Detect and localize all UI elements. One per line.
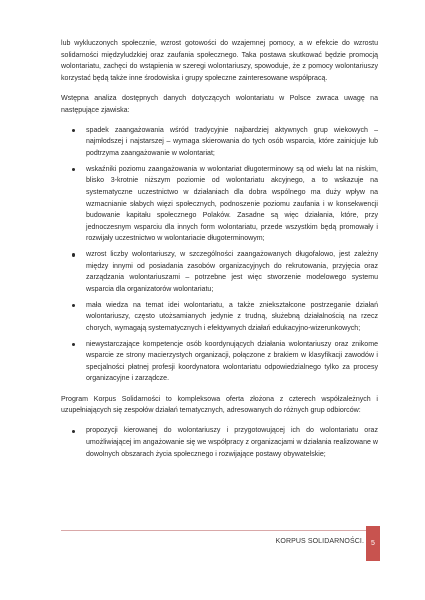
- page-number: 5: [371, 540, 375, 547]
- bullet-icon: [72, 129, 75, 132]
- list-item: [61, 339, 378, 385]
- bullet-icon: [72, 168, 75, 171]
- bullet-icon: [72, 304, 75, 307]
- paragraph-program-description: Program Korpus Solidarności to kompleksowa oferta złożona z czterech współzależnych i uzupełniających się zespołów działań tematycznych, adresowanych do różnych grup odbiorców:: [61, 395, 378, 415]
- list-item-text: propozycji kierowanej do wolontariuszy i przygotowującej ich do wolontariatu oraz umożliwiającej im angażowanie się we współpracy z organizacjami w działania realizowane w dowolnych obszarach życia społecznego i rozwijające postawy obywatelskie;: [86, 427, 378, 458]
- paragraph-analysis-intro: Wstępna analiza dostępnych danych dotyczących wolontariatu w Polsce zwraca uwagę na następujące zjawiska:: [61, 94, 378, 114]
- list-item: [61, 425, 378, 460]
- list-item-text: wzrost liczby wolontariuszy, w szczególności zaangażowanych długofalowo, jest zależny między innymi od posiadania zasobów organizacyjnych do rekrutowania, przyjęcia oraz zarządzania wolontariuszami – potrzebne jest więc stworzenie modelowego systemu wsparcia dla organizatorów wolontariatu;: [86, 251, 378, 293]
- footer-title: KORPUS SOLIDARNOŚCI.: [275, 538, 364, 545]
- list-item: [61, 300, 378, 335]
- list-item-text: spadek zaangażowania wśród tradycyjnie najbardziej aktywnych grup wiekowych – najmłodszej i najstarszej – wymaga skierowania do tych osób wsparcia, które zainicjuje lub podtrzyma zaangażowanie w wolontariat;: [86, 126, 378, 157]
- list-item: [61, 164, 378, 245]
- bullet-icon: [72, 343, 75, 346]
- program-components-list: [61, 425, 378, 460]
- list-item-text: mała wiedza na temat idei wolontariatu, a także zniekształcone postrzeganie działań wolontariuszy, często utożsamianych jedynie z trudną, służebną działalnością na rzecz chorych, wymagają systematycznych i efektywnych działań edukacyjno-wizerunkowych;: [86, 301, 378, 332]
- list-item-text: niewystarczające kompetencje osób koordynujących działania wolontariuszy oraz znikome wsparcie ze strony macierzystych organizacji, połączone z brakiem w klasyfikacji zawodów i specjalności płatnej profesji koordynatora wolontariatu odpowiedzialnego tylko za procesy organizacyjne i zarządcze.: [86, 340, 378, 383]
- footer-divider: [61, 530, 366, 531]
- bullet-icon: [72, 430, 75, 433]
- phenomena-list: [61, 125, 378, 385]
- list-item-text: wskaźniki poziomu zaangażowania w wolontariat długoterminowy są od wielu lat na niskim, blisko 3-krotnie niższym poziomie od wolontariatu akcyjnego, a to wskazuje na systematyczne uczestnictwo w działaniach dla dobra wspólnego ma duży wpływ na wzmacnianie słabych więzi społecznych, podnoszenie poziomu zaufania i w konsekwencji budowanie kapitału społecznego Polaków. Zasadne są więc działania, które, przy jednoczesnym wsparciu dla innych form wolontariatu, przede wszystkim będą promowały i rozwijały uczestnictwo w wolontariacie długoterminowym;: [86, 165, 378, 243]
- list-item: [61, 249, 378, 295]
- page-number-badge: [366, 526, 380, 561]
- list-item: [61, 125, 378, 160]
- paragraph-intro-continuation: lub wykluczonych społecznie, wzrost gotowości do wzajemnej pomocy, a w efekcie do wzrostu solidarności międzyludzkiej oraz zaufania społecznego. Taka postawa skutkować będzie promocją wolontariatu, zachęci do wstąpienia w szeregi wolontariuszy, spowoduje, że z pomocy wolontariuszy korzystać będą także inne środowiska i grupy społeczne zainteresowane współpracą.: [61, 40, 378, 82]
- bullet-icon: [72, 253, 75, 256]
- page-body: [61, 38, 378, 469]
